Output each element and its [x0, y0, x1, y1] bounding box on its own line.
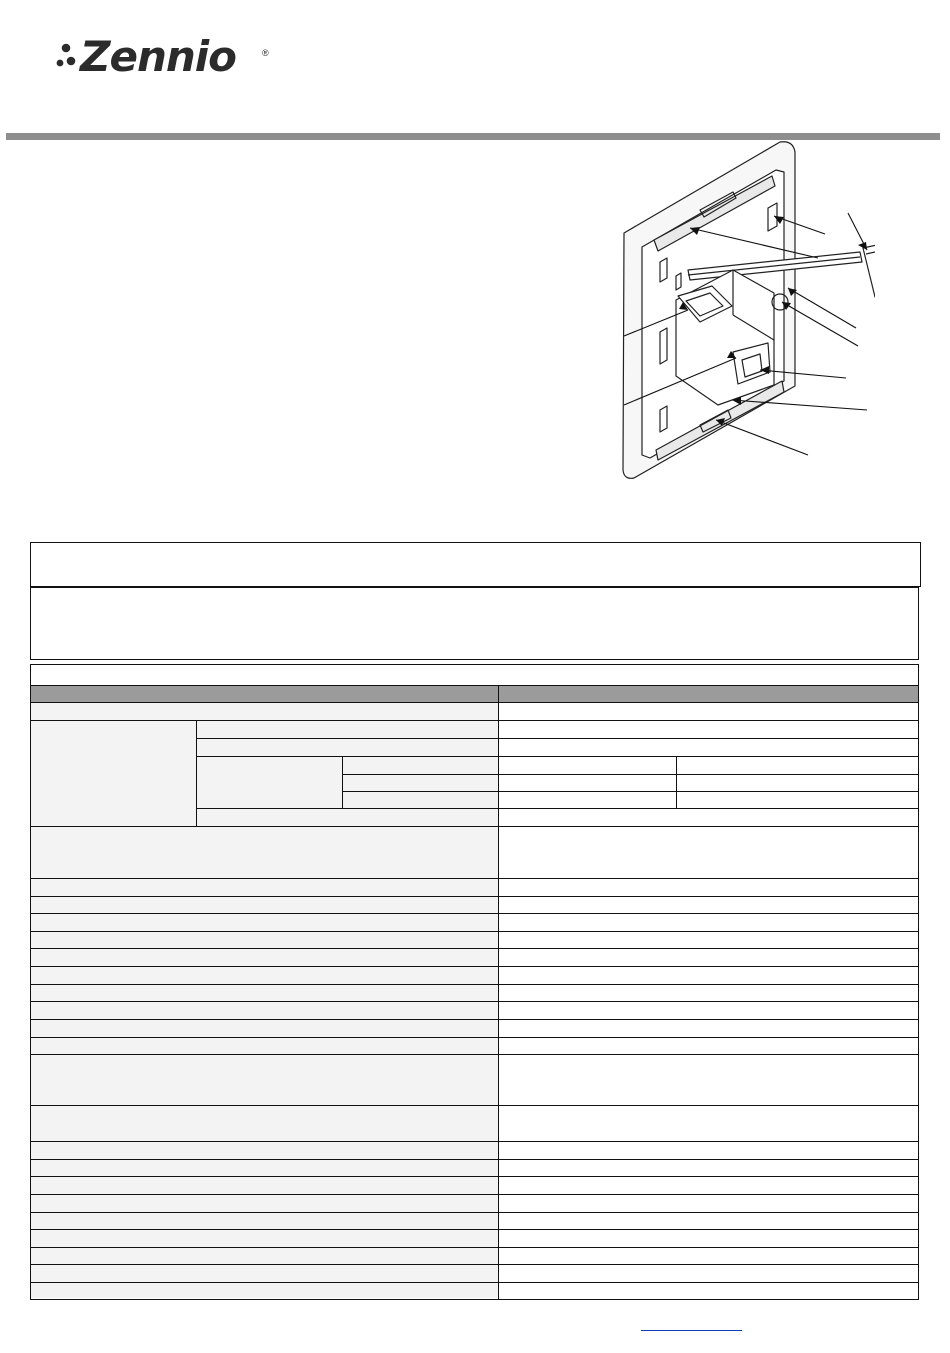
device-rear-illustration: [615, 140, 875, 490]
brand-wordmark: Zennio: [80, 32, 236, 81]
spec-grid: [30, 664, 919, 1300]
table-header-band: [31, 685, 918, 702]
description-box: [30, 587, 919, 660]
registered-mark: ®: [262, 48, 269, 58]
notice-box: [30, 542, 921, 587]
specifications-table: [30, 664, 919, 1300]
header-rule: [6, 133, 940, 140]
footer-link[interactable]: [641, 1330, 742, 1331]
